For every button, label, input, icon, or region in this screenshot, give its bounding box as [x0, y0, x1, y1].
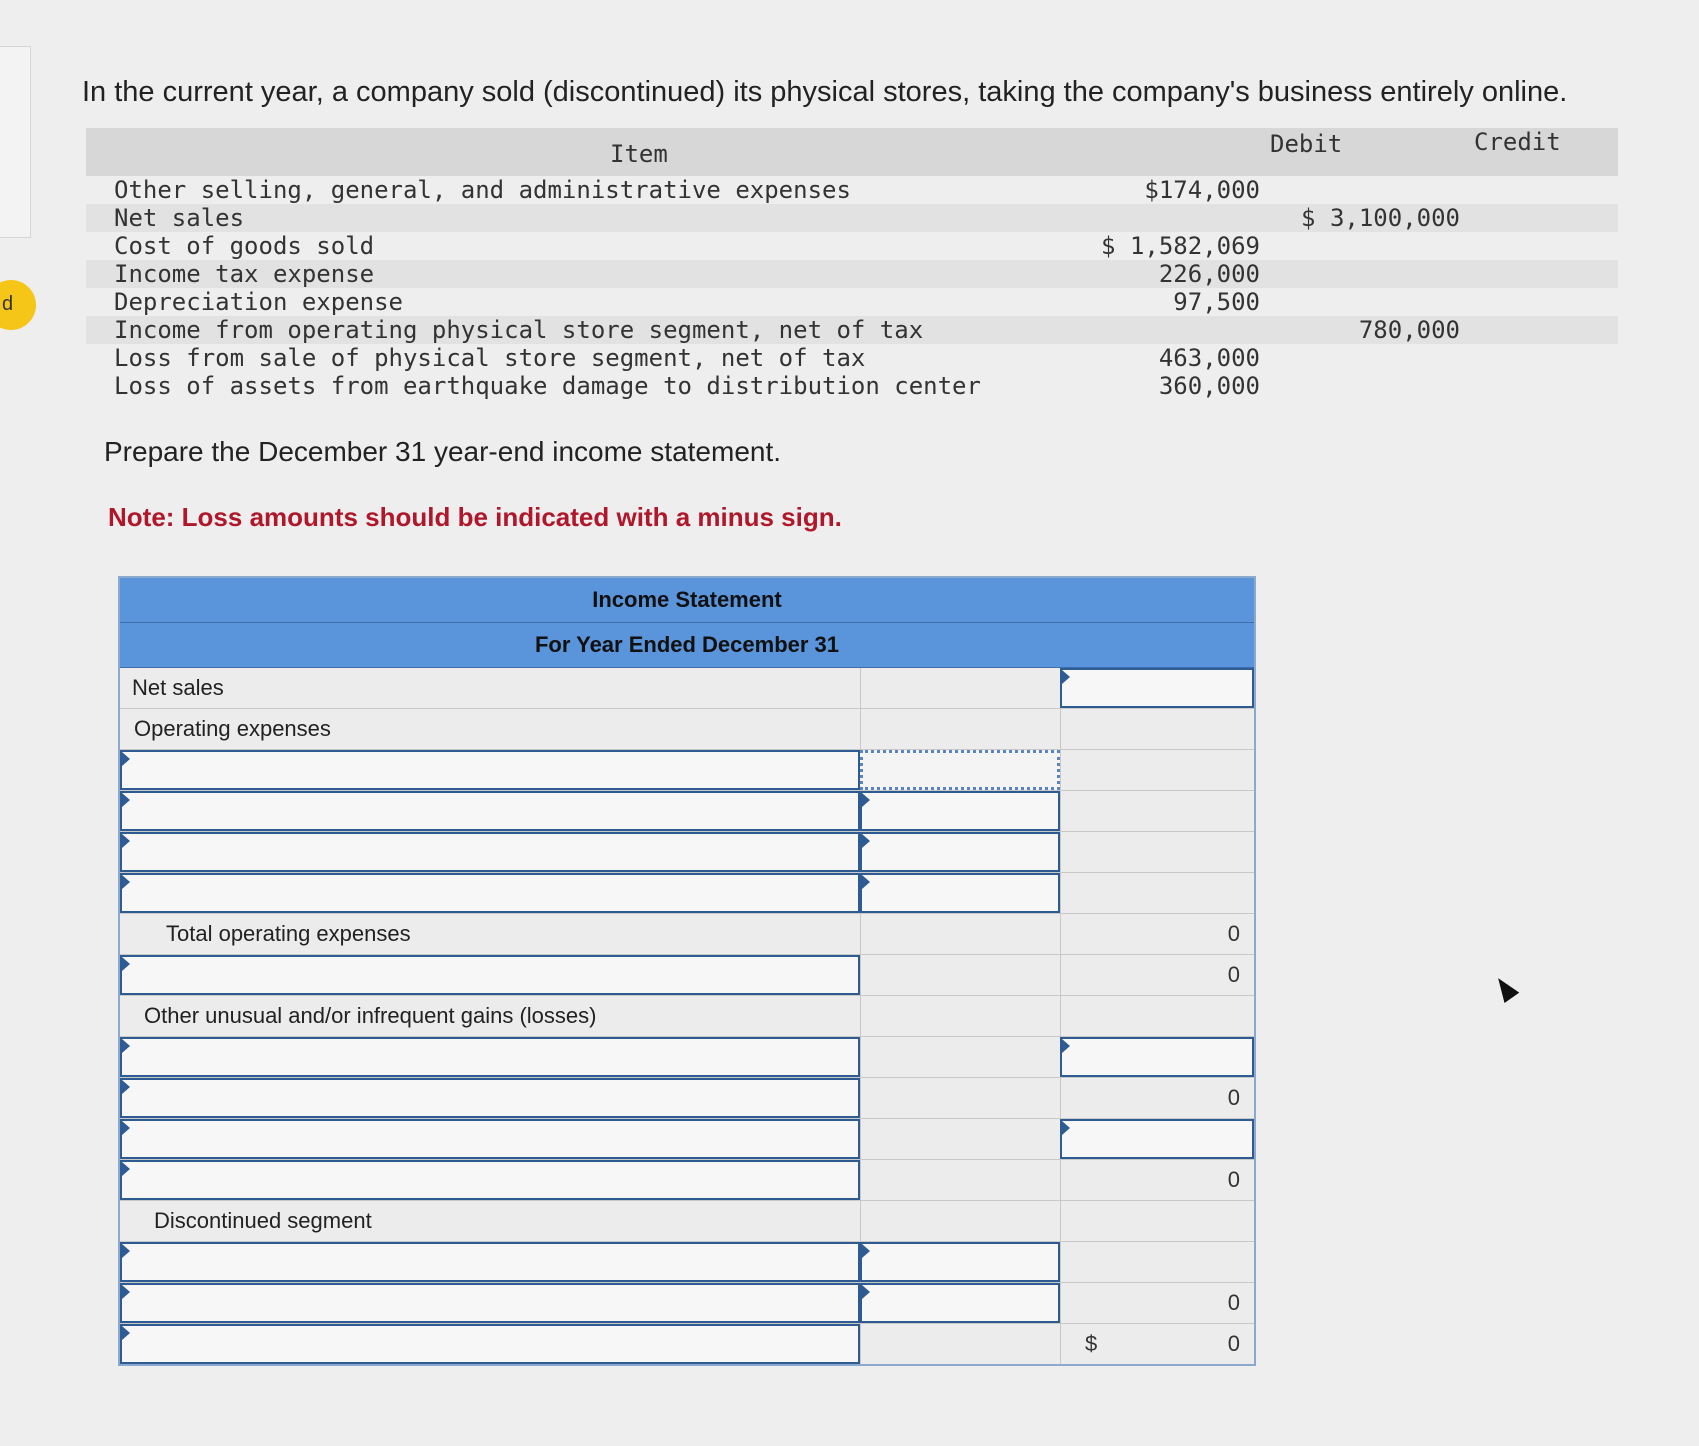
total-operating-expenses-row [120, 914, 1254, 955]
account-item: Depreciation expense [114, 288, 403, 316]
account-item: Income tax expense [114, 260, 375, 288]
account-credit: $ 3,100,000 [1301, 204, 1460, 232]
empty-cell [860, 668, 1060, 708]
discontinued-total-value: 0 [1060, 1283, 1254, 1323]
account-debit: 226,000 [1158, 260, 1260, 288]
side-badge[interactable] [0, 280, 36, 330]
empty-cell [860, 1078, 1060, 1118]
other-total-value: 0 [1060, 1078, 1254, 1118]
operating-expenses-row [120, 709, 1254, 750]
account-item: Cost of goods sold [114, 232, 375, 260]
mouse-cursor-icon [1491, 973, 1520, 1003]
net-income-currency: $ [1085, 1331, 1098, 1356]
expense-name-select[interactable] [120, 791, 860, 831]
account-item: Income from operating physical store segment, net of tax [114, 316, 924, 344]
net-income-cell [1060, 1324, 1254, 1364]
empty-cell [1060, 832, 1254, 872]
side-badge-letter: d [2, 293, 14, 315]
discontinued-segment-row [120, 1201, 1254, 1242]
empty-cell [860, 955, 1060, 995]
tax-label-select[interactable] [120, 1119, 860, 1159]
account-row [86, 344, 1618, 372]
empty-cell [860, 1160, 1060, 1200]
discontinued-item-select[interactable] [120, 1242, 860, 1282]
accounts-table-header [86, 128, 1618, 176]
other-gains-losses-label: Other unusual and/or infrequent gains (losses) [144, 1003, 597, 1028]
account-row [86, 232, 1618, 260]
problem-intro: In the current year, a company sold (discontinued) its physical stores, taking the company's business entirely online. [82, 76, 1568, 108]
account-row [86, 372, 1618, 400]
account-debit: $174,000 [1144, 176, 1260, 204]
accounts-table [86, 128, 1618, 400]
expense-amount-input[interactable] [860, 832, 1060, 872]
tax-row [120, 1119, 1254, 1160]
expense-name-select[interactable] [120, 873, 860, 913]
expense-amount-input[interactable] [860, 873, 1060, 913]
tax-amount-input[interactable] [1060, 1119, 1254, 1159]
income-statement [118, 576, 1256, 1366]
net-sales-label: Net sales [132, 675, 224, 700]
net-income-row [120, 1324, 1254, 1364]
empty-cell [1060, 873, 1254, 913]
account-debit: $ 1,582,069 [1101, 232, 1260, 260]
net-income-value: 0 [1227, 1331, 1240, 1356]
account-debit: 463,000 [1158, 344, 1260, 372]
other-total-row [120, 1078, 1254, 1119]
account-debit: 97,500 [1173, 288, 1260, 316]
header-item: Item [610, 140, 668, 168]
account-item: Loss of assets from earthquake damage to distribution center [114, 372, 981, 400]
other-gains-losses-row [120, 996, 1254, 1037]
total-operating-expenses-label: Total operating expenses [166, 921, 411, 946]
expense-name-select[interactable] [120, 750, 860, 790]
total-operating-expenses-value: 0 [1060, 914, 1254, 954]
income-statement-title: Income Statement [120, 578, 1254, 623]
discontinued-item-row [120, 1242, 1254, 1283]
income-statement-header [120, 578, 1254, 668]
empty-cell [860, 1119, 1060, 1159]
operating-expense-row [120, 750, 1254, 791]
other-item-row [120, 1037, 1254, 1078]
left-panel-tab[interactable] [0, 46, 31, 238]
header-credit: Credit [1474, 128, 1561, 156]
account-row [86, 260, 1618, 288]
empty-cell [860, 1201, 1060, 1241]
empty-cell [1060, 709, 1254, 749]
subtotal-value: 0 [1060, 955, 1254, 995]
expense-amount-input[interactable] [860, 750, 1060, 790]
discontinued-item-amount-input[interactable] [860, 1283, 1060, 1323]
net-income-select[interactable] [120, 1324, 860, 1364]
account-row [86, 288, 1618, 316]
account-row [86, 176, 1618, 204]
net-sales-input[interactable] [1060, 668, 1254, 708]
discontinued-item-amount-input[interactable] [860, 1242, 1060, 1282]
subtotal-row [120, 955, 1254, 996]
expense-name-select[interactable] [120, 832, 860, 872]
account-row [86, 204, 1618, 232]
operating-expense-row [120, 791, 1254, 832]
operating-expense-row [120, 873, 1254, 914]
discontinued-item-select[interactable] [120, 1283, 860, 1323]
other-item-amount-input[interactable] [1060, 1037, 1254, 1077]
income-statement-subtitle: For Year Ended December 31 [120, 623, 1254, 668]
operating-expense-row [120, 832, 1254, 873]
continuing-income-row [120, 1160, 1254, 1201]
other-item-select[interactable] [120, 1037, 860, 1077]
account-debit: 360,000 [1158, 372, 1260, 400]
operating-expenses-label: Operating expenses [134, 716, 331, 741]
empty-cell [860, 1037, 1060, 1077]
empty-cell [1060, 750, 1254, 790]
other-total-select[interactable] [120, 1078, 860, 1118]
net-sales-row [120, 668, 1254, 709]
discontinued-item-row [120, 1283, 1254, 1324]
instruction-text: Prepare the December 31 year-end income statement. [104, 436, 782, 467]
empty-cell [860, 996, 1060, 1036]
account-item: Net sales [114, 204, 245, 232]
empty-cell [1060, 1201, 1254, 1241]
empty-cell [860, 914, 1060, 954]
account-row [86, 316, 1618, 344]
continuing-income-value: 0 [1060, 1160, 1254, 1200]
discontinued-segment-label: Discontinued segment [154, 1208, 372, 1233]
header-debit: Debit [1270, 130, 1343, 158]
account-item: Loss from sale of physical store segment, net of tax [114, 344, 866, 372]
continuing-income-select[interactable] [120, 1160, 860, 1200]
account-credit: 780,000 [1358, 316, 1460, 344]
account-item: Other selling, general, and administrative expenses [114, 176, 851, 204]
expense-amount-input[interactable] [860, 791, 1060, 831]
note-text: Note: Loss amounts should be indicated with a minus sign. [108, 502, 842, 532]
empty-cell [1060, 996, 1254, 1036]
empty-cell [860, 1324, 1060, 1364]
empty-cell [1060, 1242, 1254, 1282]
subtotal-label-select[interactable] [120, 955, 860, 995]
empty-cell [860, 709, 1060, 749]
empty-cell [1060, 791, 1254, 831]
